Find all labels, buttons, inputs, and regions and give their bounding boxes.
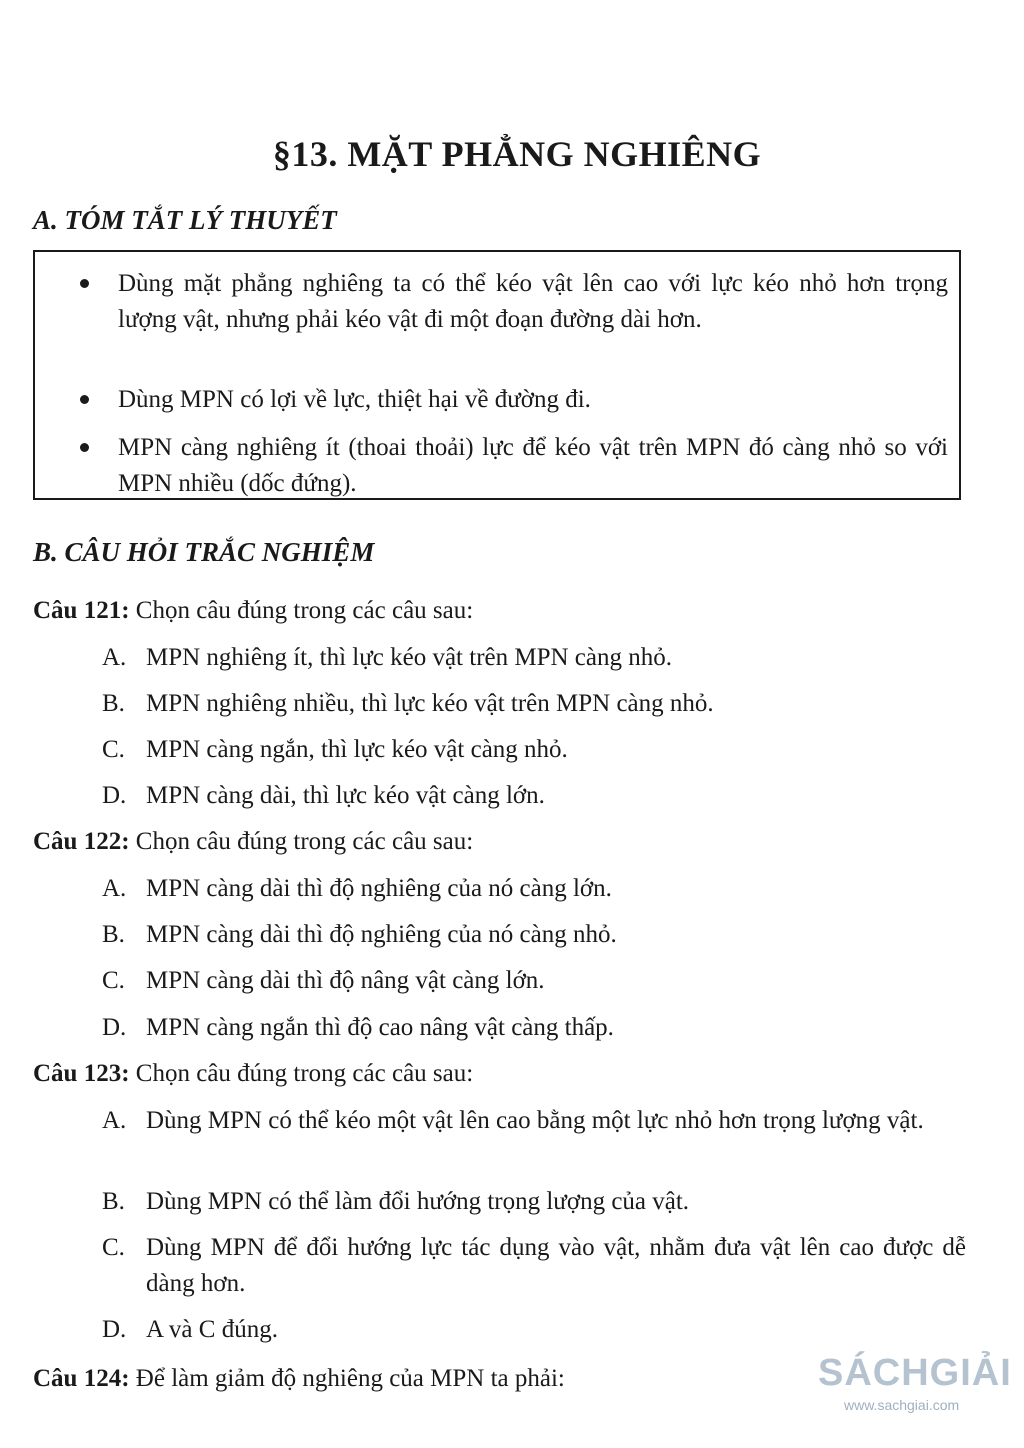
option-letter: C. [102,736,125,763]
question-text: Để làm giảm độ nghiêng của MPN ta phải: [135,1365,565,1392]
answer-option [102,1230,966,1302]
question-label: Câu 124: [33,1365,130,1392]
option-letter: D. [102,1316,127,1343]
option-text: MPN càng dài thì độ nâng vật càng lớn. [146,967,545,994]
answer-option [102,1010,966,1046]
option-text: Dùng MPN có thể làm đổi hướng trọng lượng của vật. [146,1188,690,1215]
question-label: Câu 123: [33,1060,130,1087]
option-text: Dùng MPN có thể kéo một vật lên cao bằng một lực nhỏ hơn trọng lượng vật. [146,1107,924,1134]
theory-bullet [80,266,948,338]
option-letter: A. [102,875,127,902]
question-text: Chọn câu đúng trong các câu sau: [135,597,474,624]
answer-option [102,1184,966,1220]
answer-option [102,1103,966,1139]
theory-bullet [80,382,948,418]
theory-bullet-text: MPN càng nghiêng ít (thoai thoải) lực để kéo vật trên MPN đó càng nhỏ so với MPN nhiều (dốc đứng). [118,434,948,497]
question-text: Chọn câu đúng trong các câu sau: [135,1060,474,1087]
bullet-dot-icon [80,395,89,404]
section-b-heading: B. CÂU HỎI TRẮC NGHIỆM [33,537,375,567]
section-a-heading: A. TÓM TẮT LÝ THUYẾT [33,205,337,235]
option-text: Dùng MPN để đổi hướng lực tác dụng vào vật, nhằm đưa vật lên cao được dễ dàng hơn. [146,1234,966,1297]
option-letter: A. [102,1107,127,1134]
watermark-logo [818,1352,1018,1413]
option-text: MPN càng ngắn, thì lực kéo vật càng nhỏ. [146,736,568,763]
theory-bullet-text: Dùng MPN có lợi về lực, thiệt hại về đường đi. [118,386,591,413]
question-124 [33,1361,565,1397]
answer-option [102,917,966,953]
question-123 [33,1056,473,1092]
bullet-dot-icon [80,279,89,288]
answer-option [102,778,966,814]
option-text: MPN nghiêng ít, thì lực kéo vật trên MPN càng nhỏ. [146,644,672,671]
question-label: Câu 122: [33,828,130,855]
option-text: MPN càng dài thì độ nghiêng của nó càng lớn. [146,875,612,902]
option-letter: B. [102,690,125,717]
page-title: §13. MẶT PHẲNG NGHIÊNG [272,134,762,174]
option-text: MPN càng dài thì độ nghiêng của nó càng nhỏ. [146,921,617,948]
answer-option [102,640,966,676]
question-122 [33,824,473,860]
answer-option [102,1312,966,1348]
option-letter: C. [102,1234,125,1261]
answer-option [102,686,966,722]
answer-option [102,732,966,768]
theory-bullet-text: Dùng mặt phẳng nghiêng ta có thể kéo vật lên cao với lực kéo nhỏ hơn trọng lượng vật, nhưng phải kéo vật đi một đoạn đường dài hơn. [118,270,948,333]
option-text: MPN càng ngắn thì độ cao nâng vật càng thấp. [146,1014,614,1041]
answer-option [102,871,966,907]
theory-bullet [80,430,948,502]
question-label: Câu 121: [33,597,130,624]
question-121 [33,593,473,629]
option-letter: D. [102,1014,127,1041]
option-letter: B. [102,1188,125,1215]
option-text: MPN nghiêng nhiều, thì lực kéo vật trên MPN càng nhỏ. [146,690,714,717]
option-letter: A. [102,644,127,671]
option-text: A và C đúng. [146,1316,278,1343]
watermark-url: www.sachgiai.com [844,1397,960,1413]
option-text: MPN càng dài, thì lực kéo vật càng lớn. [146,782,545,809]
option-letter: C. [102,967,125,994]
option-letter: B. [102,921,125,948]
bullet-dot-icon [80,443,89,452]
option-letter: D. [102,782,127,809]
question-text: Chọn câu đúng trong các câu sau: [135,828,474,855]
watermark-brand: SÁCHGIẢI [818,1352,1012,1394]
answer-option [102,963,966,999]
